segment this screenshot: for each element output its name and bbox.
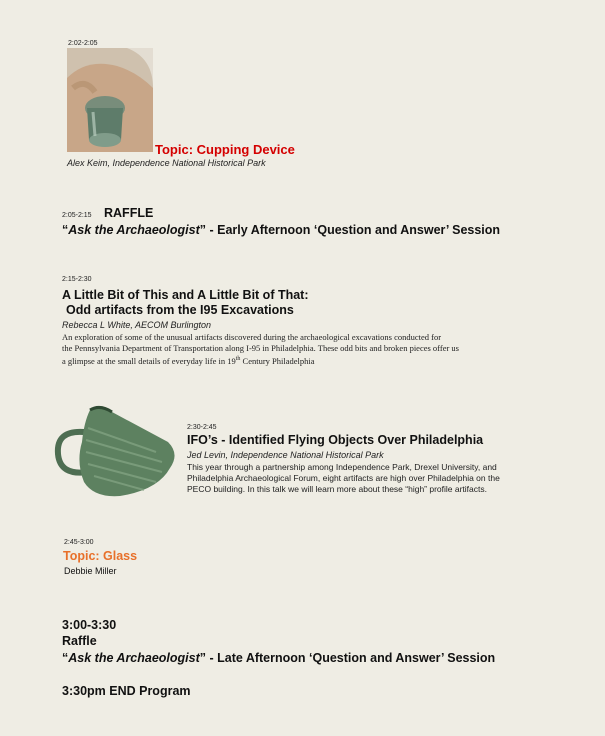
time-slot-2: 2:05-2:15 bbox=[62, 212, 92, 219]
talk-title-line-1: A Little Bit of This and A Little Bit of That: bbox=[62, 288, 309, 302]
talk-title-ifos: IFO’s - Identified Flying Objects Over Philadelphia bbox=[187, 433, 484, 447]
desc-line-3 bbox=[62, 354, 582, 367]
desc-line-3-pre: a glimpse at the small details of everyday life in 19 bbox=[62, 355, 236, 366]
end-program: 3:30pm END Program bbox=[62, 684, 191, 698]
qa-late-italic-title: Ask the Archaeologist bbox=[68, 651, 200, 665]
ifo-desc-line-3: PECO building. In this talk we will learn more about these “high” profile artifacts. bbox=[187, 484, 487, 494]
speaker-debbie-miller: Debbie Miller bbox=[64, 566, 117, 576]
qa-rest: ” - Early Afternoon ‘Question and Answer’ Session bbox=[199, 223, 501, 237]
speaker-jed-levin: Jed Levin, Independence National Historical Park bbox=[187, 450, 384, 460]
talk-title-line-2: Odd artifacts from the I95 Excavations bbox=[66, 303, 294, 317]
speaker-alex-keim: Alex Keim, Independence National Historical Park bbox=[67, 158, 266, 168]
desc-line-1: An exploration of some of the unusual artifacts discovered during the archaeological excavations conducted for bbox=[62, 332, 442, 342]
time-slot-5: 2:45-3:00 bbox=[64, 539, 94, 546]
green-jug-photo bbox=[50, 402, 182, 498]
time-slot-6: 3:00-3:30 bbox=[62, 618, 117, 632]
desc-line-2: the Pennsylvania Department of Transportation along I-95 in Philadelphia. These odd bits and broken pieces offer us bbox=[62, 343, 459, 353]
ifo-desc-line-1: This year through a partnership among Independence Park, Drexel University, and bbox=[187, 462, 497, 472]
cupping-device-photo bbox=[67, 48, 153, 152]
topic-cupping-device bbox=[155, 142, 295, 157]
desc-line-3-sup: th bbox=[235, 356, 241, 362]
qa-late-rest: ” - Late Afternoon ‘Question and Answer’ Session bbox=[199, 651, 496, 665]
qa-italic-title: Ask the Archaeologist bbox=[68, 223, 200, 237]
ifo-desc-line-2: Philadelphia Archaeological Forum, eight artifacts are high over Philadelphia on the bbox=[187, 473, 500, 483]
time-slot-4: 2:30-2:45 bbox=[187, 424, 217, 431]
qa-early-afternoon bbox=[62, 223, 500, 237]
qa-late-open-quote: “ bbox=[62, 651, 69, 665]
talk-description-ifos bbox=[187, 462, 587, 495]
qa-open-quote: “ bbox=[62, 223, 69, 237]
qa-late-afternoon bbox=[62, 651, 495, 665]
desc-line-3-post: Century Philadelphia bbox=[240, 355, 315, 366]
time-slot-3: 2:15-2:30 bbox=[62, 276, 92, 283]
green-jug-image bbox=[50, 402, 182, 498]
raffle-late: Raffle bbox=[62, 634, 97, 648]
raffle-heading: RAFFLE bbox=[104, 206, 154, 220]
speaker-rebecca-white: Rebecca L White, AECOM Burlington bbox=[62, 320, 212, 330]
topic-label: Topic: Cupping Device bbox=[155, 142, 295, 157]
talk-description-i95 bbox=[62, 332, 582, 367]
cupping-device-image bbox=[67, 48, 153, 152]
topic-glass: Topic: Glass bbox=[63, 549, 138, 563]
time-slot-1: 2:02-2:05 bbox=[68, 40, 98, 47]
